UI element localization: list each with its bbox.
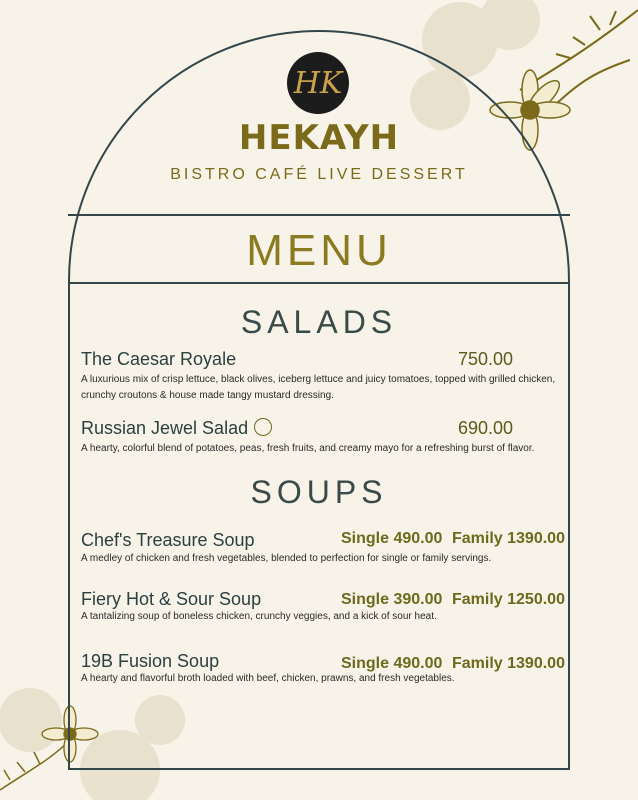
logo-monogram: HK <box>293 65 343 101</box>
brand-name: HEKAYH <box>238 118 400 158</box>
menu-item-name-text: Russian Jewel Salad <box>81 418 249 438</box>
section-title-salads: SALADS <box>240 304 398 340</box>
vegetarian-icon <box>254 418 272 436</box>
menu-item-description: A luxurious mix of crisp lettuce, black olives, iceberg lettuce and juicy tomatoes, topped with grilled chicken, crunchy croutons & house made tangy mustard dressing. <box>81 374 556 401</box>
divider-bottom <box>68 282 570 284</box>
menu-item-price-family: Family 1390.00 <box>452 655 565 672</box>
menu-item-price-single: Single 390.00 <box>341 591 443 608</box>
divider-top <box>68 214 570 216</box>
menu-title: MENU <box>246 226 392 275</box>
brand-logo <box>287 52 349 114</box>
menu-item-name: 19B Fusion Soup <box>81 651 220 671</box>
menu-item-price-single: Single 490.00 <box>341 655 443 672</box>
menu-item-price-family: Family 1390.00 <box>452 530 565 547</box>
menu-item-price-family: Family 1250.00 <box>452 591 565 608</box>
menu-item-price: 690.00 <box>458 418 514 438</box>
brand-tagline: BISTRO CAFÉ LIVE DESSERT <box>170 166 468 183</box>
menu-item-name: Chef's Treasure Soup <box>81 530 255 550</box>
menu-item-price-single: Single 490.00 <box>341 530 443 547</box>
menu-item-description: A hearty and flavorful broth loaded with beef, chicken, prawns, and fresh vegetables. <box>81 673 455 684</box>
section-title-soups: SOUPS <box>250 474 388 510</box>
menu-item-description: A hearty, colorful blend of potatoes, peas, fresh fruits, and creamy mayo for a refreshing burst of flavor. <box>81 443 535 454</box>
menu-item-description: A medley of chicken and fresh vegetables, blended to perfection for single or family servings. <box>81 553 492 564</box>
menu-item-name: Fiery Hot & Sour Soup <box>81 589 262 609</box>
menu-item-name: The Caesar Royale <box>81 349 237 369</box>
menu-item-name <box>81 418 272 439</box>
menu-item-price: 750.00 <box>458 349 514 369</box>
menu-item-description: A tantalizing soup of boneless chicken, crunchy veggies, and a kick of sour heat. <box>81 611 437 622</box>
